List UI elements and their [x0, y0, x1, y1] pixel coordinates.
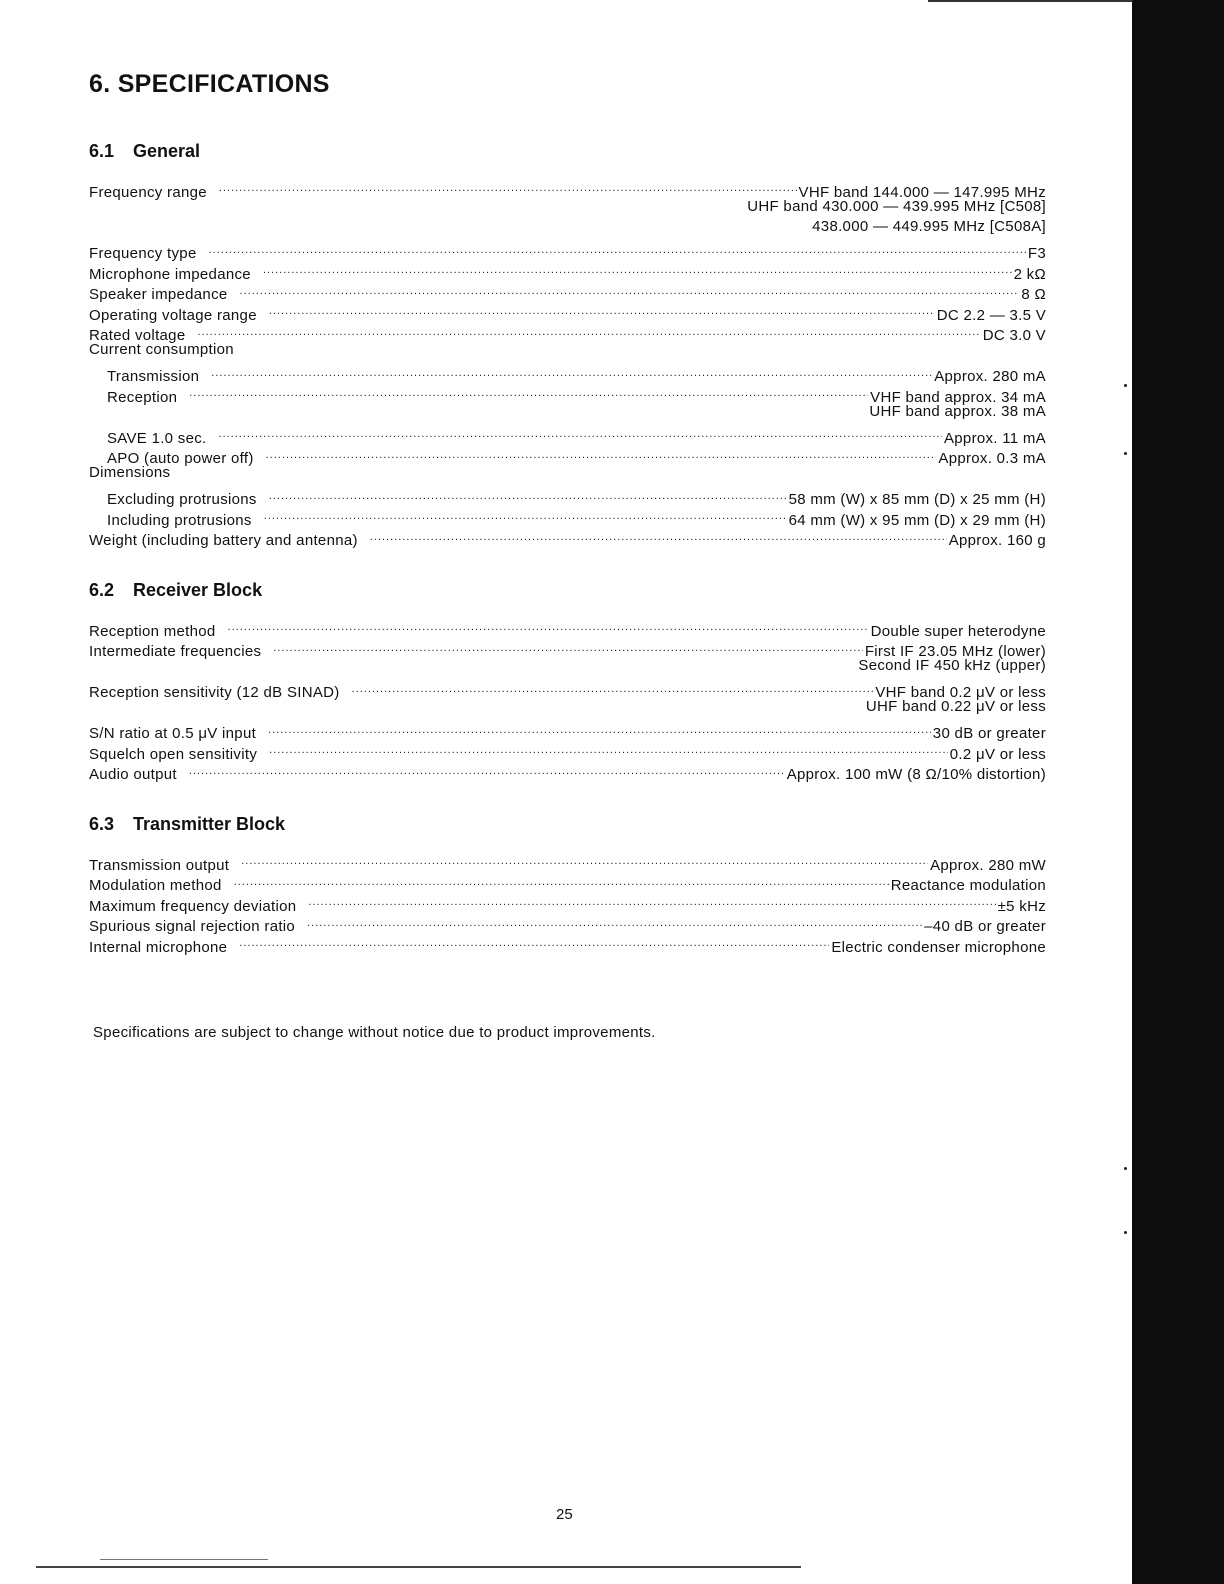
spec-label: Operating voltage range	[89, 306, 257, 324]
spec-label: Reception method	[89, 622, 216, 640]
spec-label: Intermediate frequencies	[89, 643, 262, 660]
spec-table-transmitter	[89, 849, 1046, 956]
spec-value: Approx. 280 mA	[934, 368, 1046, 385]
spec-value: Approx. 100 mW (8 Ω/10% distortion)	[786, 766, 1046, 783]
spec-value: Reactance modulation	[890, 877, 1046, 894]
scan-bottom-rule	[36, 1566, 801, 1568]
section-title-receiver	[89, 580, 262, 601]
spec-value: Approx. 160 g	[948, 532, 1046, 549]
scan-edge-bar	[1132, 0, 1224, 1584]
section-heading: General	[133, 141, 201, 161]
spec-label: SAVE 1.0 sec.	[107, 429, 207, 447]
spec-label: Modulation method	[89, 877, 222, 894]
spec-label: Transmission	[107, 368, 200, 385]
spec-value: 438.000 — 449.995 MHz [C508A]	[812, 218, 1046, 235]
spec-table-receiver	[89, 615, 1046, 783]
dot-leader	[269, 299, 935, 320]
scan-bottom-rule-short	[100, 1559, 268, 1560]
spec-row	[89, 759, 1046, 783]
spec-value: Approx. 11 mA	[943, 429, 1046, 447]
spec-label: Internal microphone	[89, 938, 228, 956]
dot-leader	[211, 361, 932, 382]
spec-label: Dimensions	[89, 464, 171, 481]
spec-value: F3	[1027, 245, 1046, 262]
spec-row	[89, 849, 1046, 874]
dot-leader	[269, 484, 787, 505]
dot-leader	[189, 381, 868, 402]
spec-value: Approx. 280 mW	[930, 856, 1046, 874]
dot-leader	[268, 718, 931, 739]
section-number: 6.1	[89, 141, 115, 161]
spec-label: S/N ratio at 0.5 μV input	[89, 725, 257, 742]
spec-value: Second IF 450 kHz (upper)	[858, 657, 1046, 674]
dot-leader	[209, 238, 1026, 259]
spec-value: DC 2.2 — 3.5 V	[936, 306, 1046, 324]
spec-label: Spurious signal rejection ratio	[89, 918, 296, 935]
dot-leader	[240, 279, 1020, 300]
spec-label: Excluding protrusions	[107, 491, 257, 508]
spec-value: VHF band approx. 34 mA	[870, 388, 1046, 406]
dot-leader	[228, 615, 869, 636]
spec-table-general	[89, 176, 1046, 549]
spec-value: UHF band 0.22 μV or less	[865, 698, 1046, 715]
disclaimer-note: Specifications are subject to change without notice due to product improvements.	[93, 1024, 656, 1041]
spec-label: Current consumption	[89, 341, 234, 358]
dot-leader	[308, 890, 995, 911]
spec-label: Frequency type	[89, 245, 197, 262]
spec-label: Reception	[107, 388, 178, 406]
spec-row-continuation	[89, 217, 1046, 238]
spec-value: 58 mm (W) x 85 mm (D) x 25 mm (H)	[788, 491, 1046, 508]
spec-value: Approx. 0.3 mA	[938, 450, 1046, 467]
spec-value: 0.2 μV or less	[949, 745, 1046, 763]
spec-label: Reception sensitivity (12 dB SINAD)	[89, 684, 340, 701]
spec-row	[89, 258, 1046, 283]
dot-leader	[263, 258, 1012, 279]
spec-row	[89, 443, 1046, 467]
spec-value: 30 dB or greater	[932, 725, 1046, 742]
spec-row-continuation	[89, 197, 1046, 218]
spec-label: Maximum frequency deviation	[89, 897, 297, 915]
spec-label: Rated voltage	[89, 327, 186, 344]
dot-leader	[307, 911, 922, 932]
dot-leader	[239, 931, 829, 952]
spec-value: –40 dB or greater	[924, 918, 1046, 935]
spec-row	[89, 361, 1046, 385]
spec-value: First IF 23.05 MHz (lower)	[864, 643, 1046, 660]
page-title: 6. SPECIFICATIONS	[89, 70, 330, 98]
spec-value: UHF band approx. 38 mA	[869, 402, 1046, 420]
section-number: 6.2	[89, 580, 115, 600]
dot-leader	[189, 759, 785, 780]
section-heading: Receiver Block	[133, 580, 263, 600]
scan-top-rule	[928, 0, 1133, 2]
spec-value: 64 mm (W) x 95 mm (D) x 29 mm (H)	[788, 511, 1046, 529]
spec-value: Electric condenser microphone	[831, 938, 1046, 956]
spec-row	[89, 422, 1046, 447]
spec-row	[89, 320, 1046, 344]
spec-row	[89, 381, 1046, 406]
spec-value: UHF band 430.000 — 439.995 MHz [C508]	[747, 197, 1046, 215]
dot-leader	[264, 504, 787, 525]
spec-value: Double super heterodyne	[870, 622, 1046, 640]
spec-value: VHF band 144.000 — 147.995 MHz	[798, 183, 1046, 201]
page-number: 25	[556, 1506, 573, 1523]
spec-value: DC 3.0 V	[982, 327, 1046, 344]
spec-value: 8 Ω	[1021, 286, 1046, 303]
spec-row	[89, 176, 1046, 201]
spec-row	[89, 238, 1046, 262]
spec-label: Including protrusions	[107, 511, 252, 529]
section-title-transmitter	[89, 814, 285, 835]
dot-leader	[219, 422, 942, 443]
spec-label: Audio output	[89, 766, 177, 783]
spec-label: Microphone impedance	[89, 265, 251, 283]
spec-value: ±5 kHz	[997, 897, 1046, 915]
spec-group-heading	[89, 340, 1046, 361]
spec-label: Weight (including battery and antenna)	[89, 532, 358, 549]
spec-label: APO (auto power off)	[107, 450, 254, 467]
dot-leader	[266, 443, 937, 464]
dot-leader	[234, 870, 889, 891]
section-title-general	[89, 141, 200, 162]
dot-leader	[241, 849, 928, 870]
spec-value: 2 kΩ	[1013, 265, 1046, 283]
spec-row	[89, 677, 1046, 701]
dot-leader	[269, 738, 948, 759]
dot-leader	[352, 677, 874, 698]
spec-row	[89, 718, 1046, 742]
section-heading: Transmitter Block	[133, 814, 286, 834]
dot-leader	[219, 176, 797, 197]
spec-row-continuation	[89, 402, 1046, 423]
spec-row	[89, 484, 1046, 508]
dot-leader	[370, 525, 947, 546]
dot-leader	[197, 320, 980, 341]
section-number: 6.3	[89, 814, 115, 834]
spec-label: Speaker impedance	[89, 286, 228, 303]
spec-value: VHF band 0.2 μV or less	[875, 684, 1046, 701]
spec-label: Transmission output	[89, 856, 230, 874]
spec-row	[89, 615, 1046, 640]
spec-label: Squelch open sensitivity	[89, 745, 258, 763]
spec-label: Frequency range	[89, 183, 207, 201]
dot-leader	[273, 636, 863, 657]
